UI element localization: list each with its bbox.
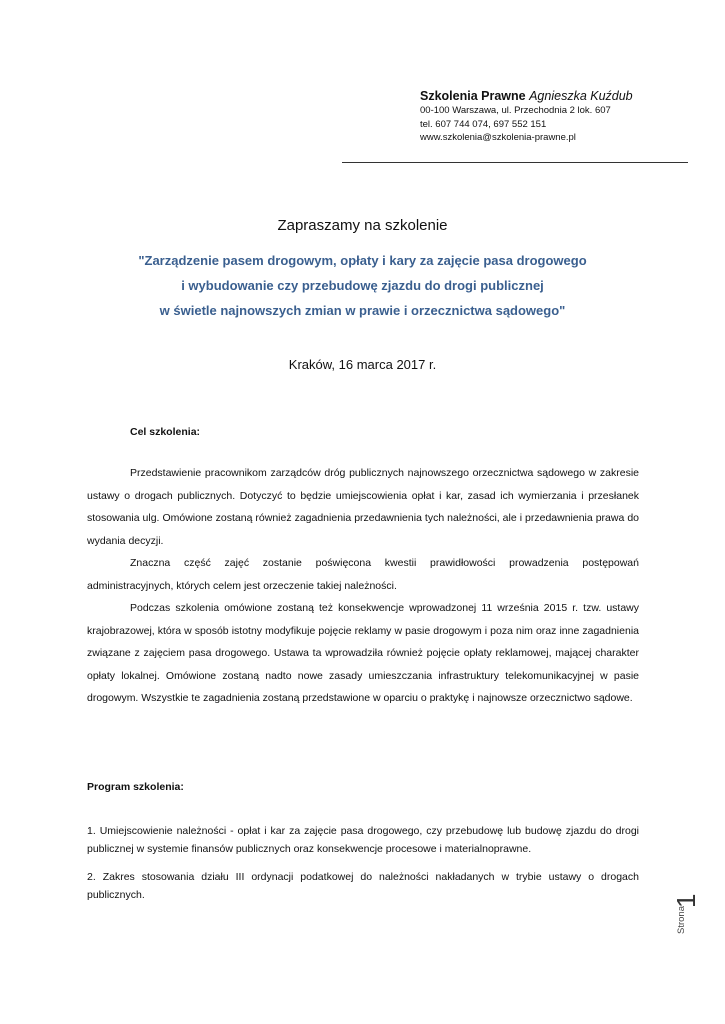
place-and-date: Kraków, 16 marca 2017 r. xyxy=(288,357,437,372)
course-title xyxy=(0,248,725,323)
program-item-2: 2. Zakres stosowania działu III ordynacji podatkowej do należności nakładanych w trybie ustawy o drogach publicznych. xyxy=(87,871,639,901)
goal-body xyxy=(87,462,639,710)
page-number: 1 xyxy=(671,893,701,908)
course-title-line-1: "Zarządzenie pasem drogowym, opłaty i kary za zajęcie pasa drogowego xyxy=(138,253,587,268)
course-title-line-3: w świetle najnowszych zmian w prawie i orzecznictwa sądowego" xyxy=(159,303,566,318)
company-owner: Agnieszka Kuźdub xyxy=(529,89,633,103)
goal-paragraph-1: Przedstawienie pracownikom zarządców dróg publicznych najnowszego orzecznictwa sądowego w zakresie ustawy o drogach publicznych. Dotyczyć to będzie umiejscowienia opłat i kar, zasad ich wymierzania i przesłanek stosowania ulg. Omówione zostaną również zagadnienia przedawnienia tych należności, ale i przedawnienia prawa do wydania decyzji. xyxy=(87,467,639,547)
course-title-line-2: i wybudowanie czy przebudowę zjazdu do drogi publicznej xyxy=(181,278,544,293)
company-email: www.szkolenia@szkolenia-prawne.pl xyxy=(420,132,576,143)
program-item-1: 1. Umiejscowienie należności - opłat i kar za zajęcie pasa drogowego, czy przebudowę lub budowę zjazdu do drogi publicznej w systemie finansów publicznych oraz konsekwencje procesowe i materialnoprawne. xyxy=(87,825,639,855)
company-name-bold: Szkolenia Prawne xyxy=(420,89,526,103)
header-divider xyxy=(342,162,688,163)
goal-paragraph-2: Znaczna część zajęć zostanie poświęcona kwestii prawidłowości prowadzenia postępowań administracyjnych, których celem jest orzeczenie takiej należności. xyxy=(87,557,639,592)
goal-heading: Cel szkolenia: xyxy=(130,426,201,438)
program-heading: Program szkolenia: xyxy=(87,781,184,793)
page-label: Strona xyxy=(676,906,687,934)
goal-paragraph-3: Podczas szkolenia omówione zostaną też konsekwencje wprowadzonej 11 września 2015 r. tzw. ustawy krajobrazowej, która w sposób istotny modyfikuje pojęcie reklamy w pasie drogowym i poza nim oraz inne zagadnienia związane z zajęciem pasa drogowego. Ustawa ta wprowadziła również pojęcie opłaty reklamowej, mającej charakter opłaty lokalnej. Omówione zostaną nadto nowe zasady umieszczania infrastruktury telekomunikacyjnej w pasie drogowym. Wszystkie te zagadnienia zostaną przedstawione w oparciu o praktykę i najnowsze orzecznictwo sądowe. xyxy=(87,602,639,704)
invitation-heading: Zapraszamy na szkolenie xyxy=(277,217,448,234)
letterhead xyxy=(420,88,710,145)
company-phone: tel. 607 744 074, 697 552 151 xyxy=(420,118,547,130)
company-address: 00-100 Warszawa, ul. Przechodnia 2 lok. 607 xyxy=(420,105,611,116)
company-name xyxy=(420,88,710,104)
